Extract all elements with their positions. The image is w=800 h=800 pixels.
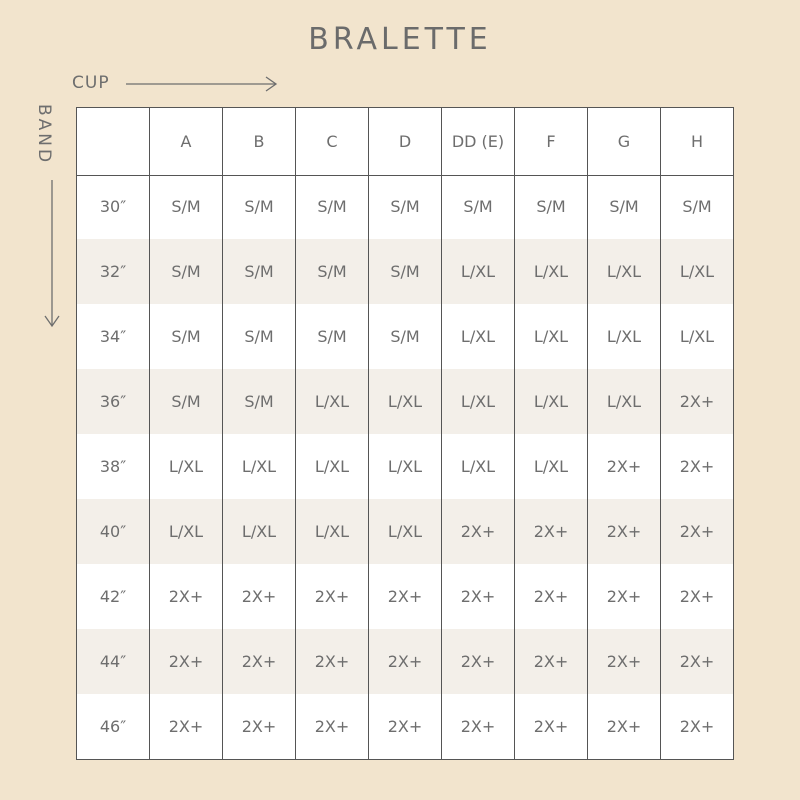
size-cell: S/M xyxy=(222,174,295,239)
size-chart-table xyxy=(76,107,734,760)
cup-axis-label: CUP xyxy=(72,73,110,93)
size-cell: S/M xyxy=(149,174,222,239)
size-cell: L/XL xyxy=(514,304,587,369)
size-cell: 2X+ xyxy=(368,694,441,759)
size-cell: S/M xyxy=(368,304,441,369)
size-cell: 2X+ xyxy=(295,564,368,629)
size-cell: L/XL xyxy=(295,499,368,564)
size-cell: L/XL xyxy=(441,304,514,369)
size-cell: S/M xyxy=(222,239,295,304)
cup-header-cell: F xyxy=(514,108,587,175)
band-axis-label xyxy=(34,104,64,184)
cup-header-cell: B xyxy=(222,108,295,175)
size-cell: 2X+ xyxy=(660,564,733,629)
size-cell: 2X+ xyxy=(222,694,295,759)
cup-header-cell: A xyxy=(149,108,222,175)
band-size-cell: 46″ xyxy=(99,717,127,736)
size-cell: 2X+ xyxy=(660,694,733,759)
size-cell: 2X+ xyxy=(295,694,368,759)
size-cell: L/XL xyxy=(149,434,222,499)
size-cell: 2X+ xyxy=(587,499,660,564)
table-row xyxy=(77,304,733,369)
size-cell: L/XL xyxy=(222,499,295,564)
table-row xyxy=(77,499,733,564)
size-cell: L/XL xyxy=(368,369,441,434)
size-cell: 2X+ xyxy=(149,694,222,759)
table-row xyxy=(77,629,733,694)
cup-header-cell: H xyxy=(660,108,733,175)
size-cell: 2X+ xyxy=(368,564,441,629)
cup-header-cell: C xyxy=(295,108,368,175)
size-cell: 2X+ xyxy=(587,434,660,499)
size-cell: S/M xyxy=(295,239,368,304)
right-arrow-icon xyxy=(126,76,280,92)
band-size-cell: 44″ xyxy=(99,652,127,671)
table-header-row xyxy=(77,107,733,176)
size-cell: 2X+ xyxy=(514,629,587,694)
size-cell: L/XL xyxy=(368,499,441,564)
band-axis-label-text: BAND xyxy=(34,104,54,166)
size-cell: 2X+ xyxy=(660,369,733,434)
size-cell: 2X+ xyxy=(368,629,441,694)
size-cell: 2X+ xyxy=(295,629,368,694)
size-cell: S/M xyxy=(514,174,587,239)
size-cell: S/M xyxy=(368,174,441,239)
size-cell: L/XL xyxy=(295,369,368,434)
size-cell: 2X+ xyxy=(149,564,222,629)
size-cell: S/M xyxy=(149,369,222,434)
size-cell: L/XL xyxy=(149,499,222,564)
size-cell: 2X+ xyxy=(587,694,660,759)
cup-header-cell: DD (E) xyxy=(441,108,514,175)
size-cell: 2X+ xyxy=(514,564,587,629)
table-row xyxy=(77,239,733,304)
size-cell: L/XL xyxy=(514,434,587,499)
size-cell: 2X+ xyxy=(514,694,587,759)
size-cell: L/XL xyxy=(295,434,368,499)
down-arrow-icon xyxy=(44,180,60,330)
size-cell: 2X+ xyxy=(222,629,295,694)
size-cell: L/XL xyxy=(587,369,660,434)
band-size-cell: 30″ xyxy=(99,197,127,216)
size-cell: S/M xyxy=(149,304,222,369)
size-cell: L/XL xyxy=(587,239,660,304)
cup-header-cell: D xyxy=(368,108,441,175)
size-cell: L/XL xyxy=(660,239,733,304)
size-cell: S/M xyxy=(441,174,514,239)
table-row xyxy=(77,174,733,239)
band-size-cell: 40″ xyxy=(99,522,127,541)
size-cell: 2X+ xyxy=(441,629,514,694)
band-size-cell: 34″ xyxy=(99,327,127,346)
size-cell: 2X+ xyxy=(660,434,733,499)
band-size-cell: 32″ xyxy=(99,262,127,281)
size-cell: S/M xyxy=(222,369,295,434)
band-size-cell: 38″ xyxy=(99,457,127,476)
size-cell: S/M xyxy=(295,304,368,369)
size-cell: S/M xyxy=(587,174,660,239)
size-cell: L/XL xyxy=(441,369,514,434)
table-row xyxy=(77,564,733,629)
size-cell: 2X+ xyxy=(441,564,514,629)
table-row xyxy=(77,694,733,759)
size-cell: S/M xyxy=(368,239,441,304)
table-row xyxy=(77,434,733,499)
size-cell: L/XL xyxy=(514,369,587,434)
size-cell: L/XL xyxy=(660,304,733,369)
size-cell: 2X+ xyxy=(660,629,733,694)
size-cell: L/XL xyxy=(222,434,295,499)
size-cell: L/XL xyxy=(587,304,660,369)
cup-header-cell: G xyxy=(587,108,660,175)
size-cell: L/XL xyxy=(441,434,514,499)
size-cell: S/M xyxy=(295,174,368,239)
size-cell: 2X+ xyxy=(587,629,660,694)
band-size-cell: 42″ xyxy=(99,587,127,606)
size-cell: S/M xyxy=(660,174,733,239)
size-cell: L/XL xyxy=(441,239,514,304)
size-cell: L/XL xyxy=(368,434,441,499)
size-cell: 2X+ xyxy=(660,499,733,564)
size-cell: 2X+ xyxy=(514,499,587,564)
size-cell: 2X+ xyxy=(222,564,295,629)
size-cell: 2X+ xyxy=(149,629,222,694)
size-cell: 2X+ xyxy=(441,499,514,564)
page-title: BRALETTE xyxy=(308,22,492,57)
size-cell: S/M xyxy=(149,239,222,304)
size-cell: L/XL xyxy=(514,239,587,304)
size-cell: 2X+ xyxy=(441,694,514,759)
table-row xyxy=(77,369,733,434)
size-cell: 2X+ xyxy=(587,564,660,629)
band-size-cell: 36″ xyxy=(99,392,127,411)
table-corner-cell xyxy=(77,108,149,175)
size-cell: S/M xyxy=(222,304,295,369)
